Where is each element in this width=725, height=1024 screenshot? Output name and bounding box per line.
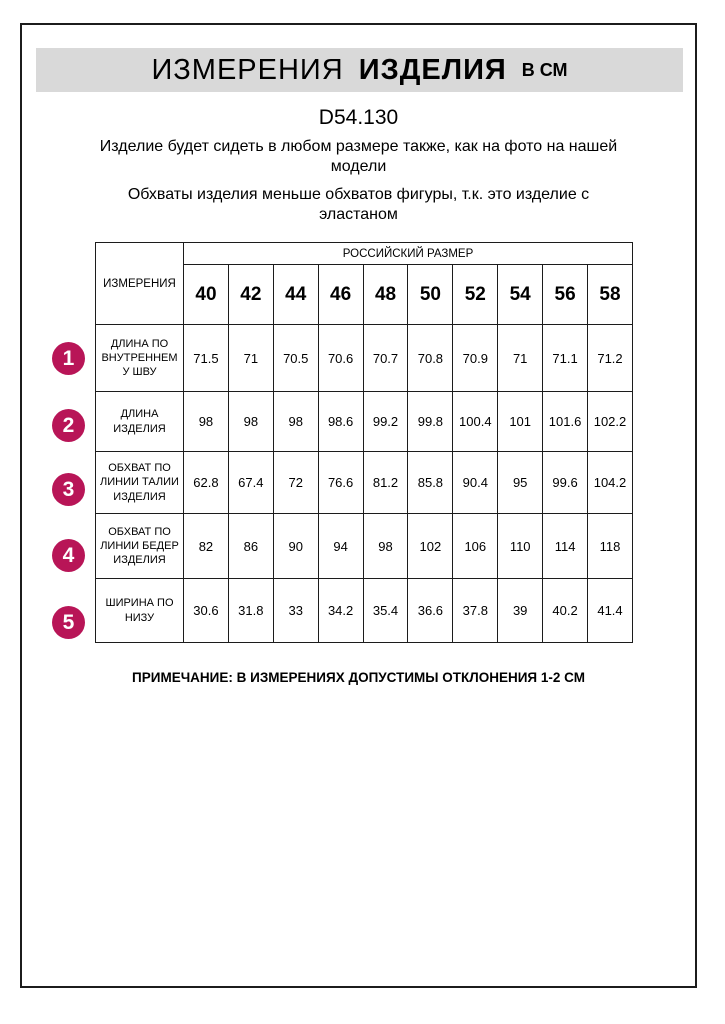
row-label-cell: ОБХВАТ ПО ЛИНИИ БЕДЕР ИЗДЕЛИЯ [96, 514, 184, 579]
value-cell: 67.4 [228, 452, 273, 514]
size-table [95, 242, 633, 643]
tolerance-footnote: ПРИМЕЧАНИЕ: В ИЗМЕРЕНИЯХ ДОПУСТИМЫ ОТКЛОНЕНИЯ 1-2 СМ [132, 670, 585, 685]
value-cell: 85.8 [408, 452, 453, 514]
value-cell: 102 [408, 514, 453, 579]
table-row-inseam-length [96, 325, 633, 392]
value-cell: 70.8 [408, 325, 453, 392]
value-cell: 98 [184, 392, 229, 452]
corner-header-cell: ИЗМЕРЕНИЯ [96, 243, 184, 325]
value-cell: 114 [543, 514, 588, 579]
size-header-cell: 50 [408, 265, 453, 325]
product-code: D54.130 [318, 106, 399, 129]
value-cell: 34.2 [318, 579, 363, 643]
value-cell: 110 [498, 514, 543, 579]
size-header-cell: 58 [588, 265, 633, 325]
value-cell: 70.5 [273, 325, 318, 392]
value-cell: 106 [453, 514, 498, 579]
value-cell: 30.6 [184, 579, 229, 643]
value-cell: 39 [498, 579, 543, 643]
value-cell: 95 [498, 452, 543, 514]
value-cell: 90.4 [453, 452, 498, 514]
size-header-cell: 42 [228, 265, 273, 325]
size-header-cell: 52 [453, 265, 498, 325]
value-cell: 104.2 [588, 452, 633, 514]
value-cell: 76.6 [318, 452, 363, 514]
row-label-cell: ШИРИНА ПО НИЗУ [96, 579, 184, 643]
value-cell: 72 [273, 452, 318, 514]
size-header-cell: 54 [498, 265, 543, 325]
value-cell: 71 [228, 325, 273, 392]
table-row-hem-width [96, 579, 633, 643]
table-header-group-row [96, 243, 633, 265]
value-cell: 100.4 [453, 392, 498, 452]
fit-note: Изделие будет сидеть в любом размере также, как на фото на нашей модели [99, 138, 618, 175]
table-row-garment-length [96, 392, 633, 452]
size-table-wrap [62, 242, 632, 643]
value-cell: 94 [318, 514, 363, 579]
title-bar [36, 48, 683, 92]
page-frame [20, 23, 697, 988]
table-row-hip-girth [96, 514, 633, 579]
value-cell: 98.6 [318, 392, 363, 452]
value-cell: 31.8 [228, 579, 273, 643]
value-cell: 71 [498, 325, 543, 392]
value-cell: 101 [498, 392, 543, 452]
value-cell: 98 [273, 392, 318, 452]
row-number-badge-1: 1 [52, 342, 85, 375]
value-cell: 71.1 [543, 325, 588, 392]
value-cell: 90 [273, 514, 318, 579]
value-cell: 33 [273, 579, 318, 643]
value-cell: 40.2 [543, 579, 588, 643]
page-title-product: ИЗДЕЛИЯ [358, 53, 507, 86]
elastane-note: Обхваты изделия меньше обхватов фигуры, т.к. это изделие с эластаном [127, 186, 590, 223]
row-number-badge-4: 4 [52, 539, 85, 572]
value-cell: 98 [363, 514, 408, 579]
group-header-cell: РОССИЙСКИЙ РАЗМЕР [184, 243, 633, 265]
value-cell: 82 [184, 514, 229, 579]
value-cell: 71.2 [588, 325, 633, 392]
value-cell: 41.4 [588, 579, 633, 643]
row-label-cell: ДЛИНА ПО ВНУТРЕННЕМУ ШВУ [96, 325, 184, 392]
size-header-cell: 48 [363, 265, 408, 325]
size-header-cell: 56 [543, 265, 588, 325]
value-cell: 81.2 [363, 452, 408, 514]
row-number-badge-5: 5 [52, 606, 85, 639]
size-header-cell: 40 [184, 265, 229, 325]
value-cell: 36.6 [408, 579, 453, 643]
value-cell: 70.9 [453, 325, 498, 392]
size-header-cell: 44 [273, 265, 318, 325]
value-cell: 98 [228, 392, 273, 452]
value-cell: 35.4 [363, 579, 408, 643]
value-cell: 62.8 [184, 452, 229, 514]
value-cell: 70.7 [363, 325, 408, 392]
value-cell: 37.8 [453, 579, 498, 643]
value-cell: 99.6 [543, 452, 588, 514]
value-cell: 102.2 [588, 392, 633, 452]
value-cell: 99.8 [408, 392, 453, 452]
row-label-cell: ОБХВАТ ПО ЛИНИИ ТАЛИИ ИЗДЕЛИЯ [96, 452, 184, 514]
value-cell: 86 [228, 514, 273, 579]
table-row-waist-girth [96, 452, 633, 514]
page-title-unit: В СМ [521, 59, 568, 80]
value-cell: 71.5 [184, 325, 229, 392]
value-cell: 118 [588, 514, 633, 579]
row-number-badge-3: 3 [52, 473, 85, 506]
page-title-measurements: ИЗМЕРЕНИЯ [151, 53, 344, 86]
row-label-cell: ДЛИНА ИЗДЕЛИЯ [96, 392, 184, 452]
value-cell: 70.6 [318, 325, 363, 392]
size-header-cell: 46 [318, 265, 363, 325]
value-cell: 101.6 [543, 392, 588, 452]
row-number-badge-2: 2 [52, 409, 85, 442]
value-cell: 99.2 [363, 392, 408, 452]
